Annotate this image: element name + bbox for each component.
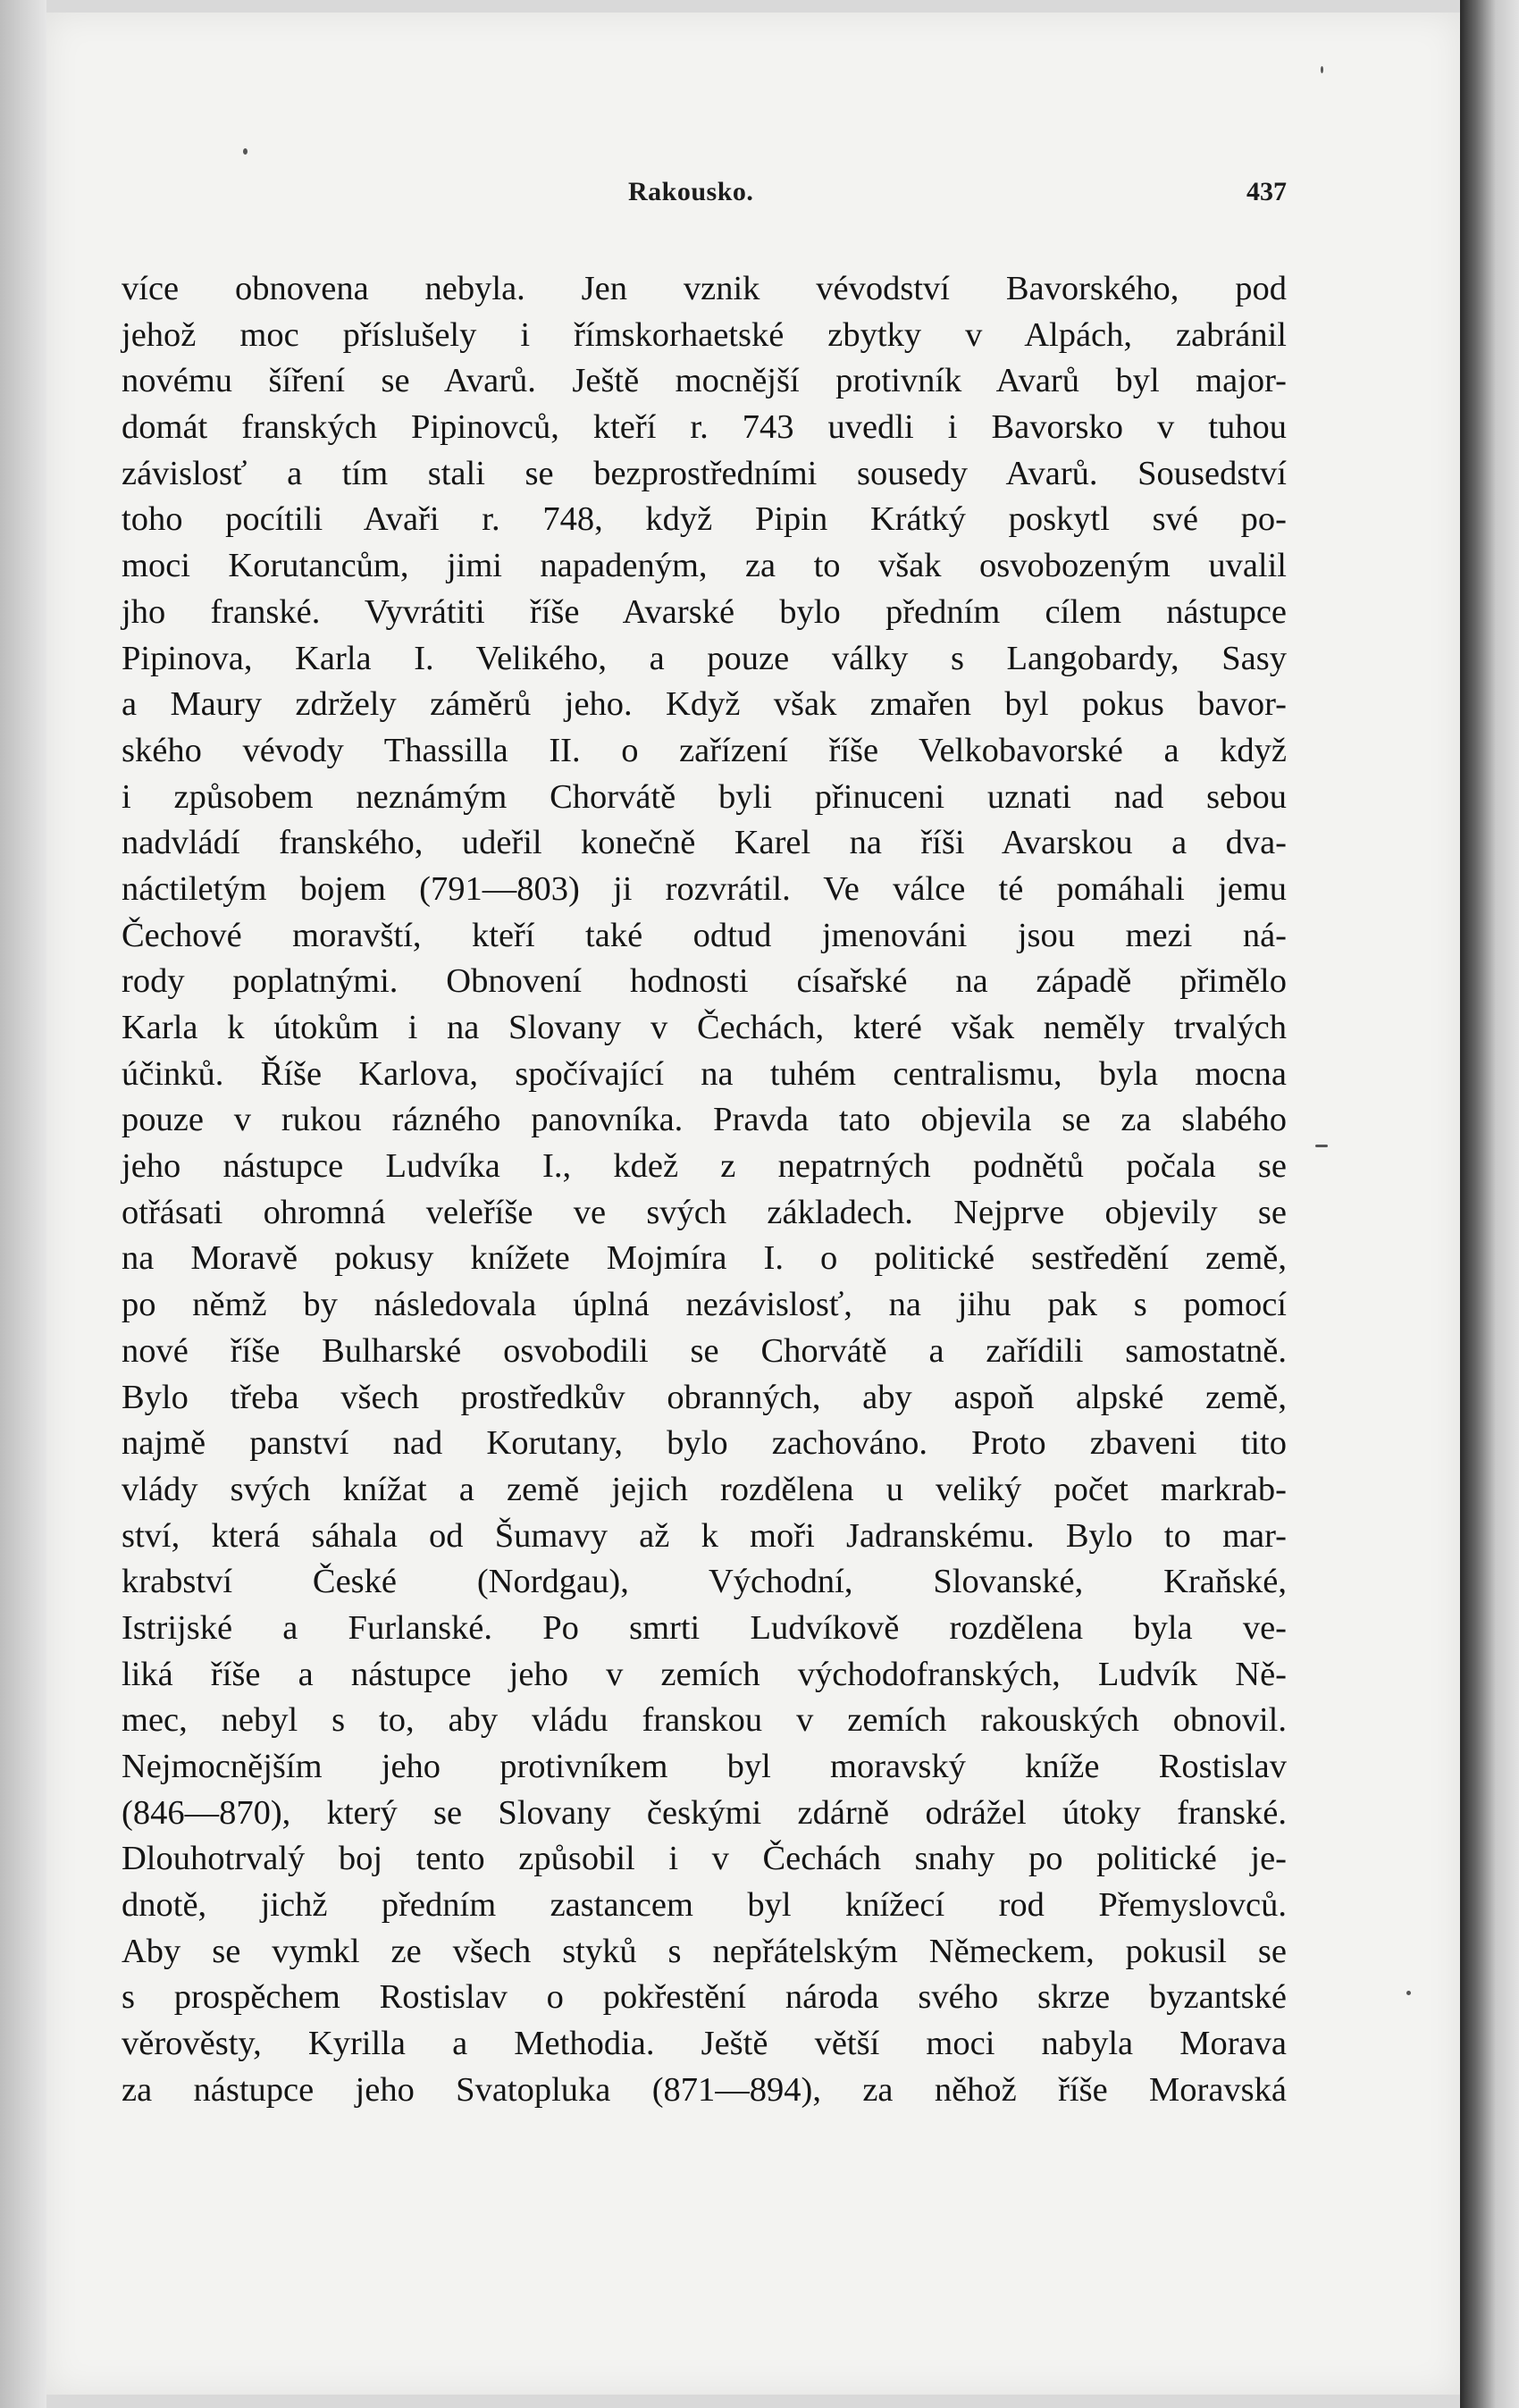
text-line: moci Korutancům, jimi napadeným, za to však osvobozeným uvalil — [122, 547, 1287, 585]
text-line: ství, která sáhala od Šumavy až k moři Jadranskému. Bylo to mar- — [122, 1516, 1287, 1555]
text-line: náctiletým bojem (791—803) ji rozvrátil. Ve válce té pomáhali jemu — [122, 869, 1287, 908]
text-line: otřásati ohromná veleříše ve svých základech. Nejprve objevily se — [122, 1193, 1287, 1231]
text-line: mec, nebyl s to, aby vládu franskou v zemích rakouských obnovil. — [122, 1701, 1287, 1740]
text-line: toho pocítili Avaři r. 748, když Pipin Krátký poskytl své po- — [122, 500, 1287, 539]
page-number: 437 — [1246, 177, 1287, 206]
text-line: Čechové moravští, kteří také odtud jmenováni jsou mezi ná- — [122, 916, 1287, 954]
text-line: vlády svých knížat a země jejich rozdělena u veliký počet markrab- — [122, 1470, 1287, 1508]
text-line: věrověsty, Kyrilla a Methodia. Ještě větší moci nabyla Morava — [122, 2025, 1287, 2063]
scan-speck — [1406, 1991, 1411, 1995]
text-line: Bylo třeba všech prostředkův obranných, aby aspoň alpské země, — [122, 1378, 1287, 1416]
text-line: po němž by následovala úplná nezávislosť, na jihu pak s pomocí — [122, 1286, 1287, 1324]
text-line: Pipinova, Karla I. Velikého, a pouze války s Langobardy, Sasy — [122, 639, 1287, 677]
text-line: Dlouhotrvalý boj tento způsobil i v Čechách snahy po politické je- — [122, 1840, 1287, 1878]
text-line: krabství České (Nordgau), Východní, Slovanské, Kraňské, — [122, 1563, 1287, 1601]
text-line: jeho nástupce Ludvíka I., kdež z nepatrných podnětů počala se — [122, 1147, 1287, 1186]
text-line: jehož moc příslušely i římskorhaetské zbytky v Alpách, zabránil — [122, 315, 1287, 354]
text-line: nadvládí franského, udeřil konečně Karel na říši Avarskou a dva- — [122, 824, 1287, 862]
text-line: (846—870), který se Slovany českými zdárně odrážel útoky franské. — [122, 1793, 1287, 1832]
text-line: účinků. Říše Karlova, spočívající na tuhém centralismu, byla mocna — [122, 1054, 1287, 1093]
text-line: Aby se vymkl ze všech styků s nepřátelským Německem, pokusil se — [122, 1932, 1287, 1970]
text-line: novému šíření se Avarů. Ještě mocnější protivník Avarů byl major- — [122, 362, 1287, 400]
text-line: dnotě, jichž předním zastancem byl knížecí rod Přemyslovců. — [122, 1886, 1287, 1925]
scan-left-margin — [0, 0, 46, 2408]
text-line: ského vévody Thassilla II. o zařízení říše Velkobavorské a když — [122, 731, 1287, 769]
text-line: za nástupce jeho Svatopluka (871—894), za něhož říše Moravská — [122, 2070, 1287, 2109]
text-line: domát franských Pipinovců, kteří r. 743 uvedli i Bavorsko v tuhou — [122, 408, 1287, 447]
text-line: jho franské. Vyvrátiti říše Avarské bylo předním cílem nástupce — [122, 592, 1287, 631]
text-line: více obnovena nebyla. Jen vznik vévodství Bavorského, pod — [122, 270, 1287, 307]
scan-right-edge — [1460, 0, 1519, 2408]
text-line: a Maury zdržely záměrů jeho. Když však zmařen byl pokus bavor- — [122, 685, 1287, 724]
text-line: závislosť a tím stali se bezprostředními sousedy Avarů. Sousedství — [122, 454, 1287, 492]
text-line: i způsobem neznámým Chorvátě byli přinuceni uznati nad sebou — [122, 777, 1287, 816]
text-line: najmě panství nad Korutany, bylo zachováno. Proto zbaveni tito — [122, 1424, 1287, 1463]
scan-speck — [243, 148, 248, 155]
text-line: pouze v rukou rázného panovníka. Pravda tato objevila se za slabého — [122, 1101, 1287, 1139]
text-line: na Moravě pokusy knížete Mojmíra I. o politické sestředění země, — [122, 1239, 1287, 1278]
text-line: Nejmocnějším jeho protivníkem byl moravský kníže Rostislav — [122, 1748, 1287, 1785]
text-line: s prospěchem Rostislav o pokřestění národa svého skrze byzantské — [122, 1978, 1287, 2017]
body-text — [122, 266, 1287, 2114]
text-line: nové říše Bulharské osvobodili se Chorvátě a zařídili samostatně. — [122, 1331, 1287, 1370]
page-header — [122, 177, 1287, 222]
text-line: Karla k útokům i na Slovany v Čechách, které však neměly trvalých — [122, 1009, 1287, 1046]
scan-speck — [1315, 1145, 1328, 1147]
text-line: liká říše a nástupce jeho v zemích východofranských, Ludvík Ně- — [122, 1655, 1287, 1693]
text-line: Istrijské a Furlanské. Po smrti Ludvíkově rozdělena byla ve- — [122, 1608, 1287, 1647]
scan-speck — [1321, 66, 1323, 73]
running-title: Rakousko. — [628, 177, 754, 206]
text-line: rody poplatnými. Obnovení hodnosti císařské na západě přimělo — [122, 962, 1287, 1001]
